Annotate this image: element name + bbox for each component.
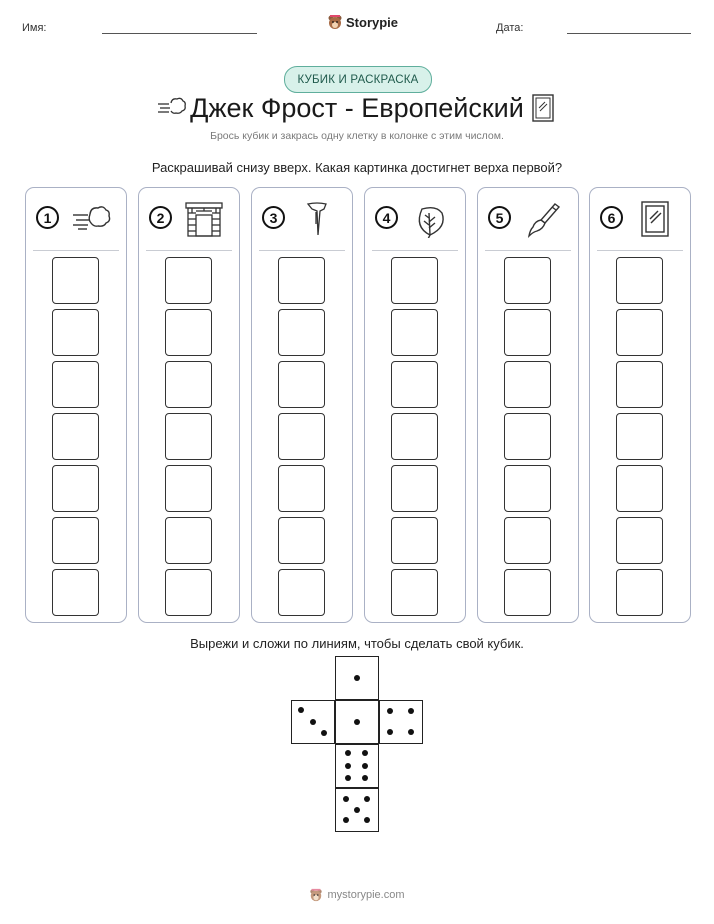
fireplace-icon — [183, 200, 225, 238]
die-face-3 — [291, 700, 335, 744]
column-header — [139, 188, 239, 250]
pip — [310, 719, 316, 725]
die-number: 6 — [600, 206, 623, 229]
color-cell[interactable] — [504, 361, 551, 408]
pip — [362, 763, 368, 769]
color-cell[interactable] — [391, 257, 438, 304]
die-number: 4 — [375, 206, 398, 229]
die-face-1 — [335, 656, 379, 700]
die-face-1 — [335, 700, 379, 744]
pip — [364, 817, 370, 823]
color-cell[interactable] — [278, 517, 325, 564]
footer-url: mystorypie.com — [327, 889, 405, 901]
column-header — [252, 188, 352, 250]
bear-icon — [327, 14, 343, 30]
mirror-icon — [532, 94, 554, 122]
color-cell[interactable] — [278, 257, 325, 304]
color-cell[interactable] — [52, 309, 99, 356]
pip — [387, 708, 393, 714]
color-cell[interactable] — [165, 413, 212, 460]
column-divider — [485, 250, 571, 251]
column-divider — [146, 250, 232, 251]
color-cell[interactable] — [616, 465, 663, 512]
color-cell[interactable] — [616, 361, 663, 408]
die-number: 5 — [488, 206, 511, 229]
column-6 — [589, 187, 691, 623]
date-label: Дата: — [496, 22, 524, 34]
page-title: Джек Фрост - Европейский — [190, 93, 524, 123]
column-5 — [477, 187, 579, 623]
color-cell[interactable] — [391, 465, 438, 512]
page-subtitle: Брось кубик и закрась одну клетку в колонке с этим числом. — [210, 130, 504, 142]
color-cell[interactable] — [504, 413, 551, 460]
die-number: 1 — [36, 206, 59, 229]
pip — [298, 707, 304, 713]
color-cell[interactable] — [504, 569, 551, 616]
pip — [408, 708, 414, 714]
column-3 — [251, 187, 353, 623]
pip — [354, 719, 360, 725]
name-label: Имя: — [22, 22, 47, 34]
color-cell[interactable] — [165, 569, 212, 616]
color-cell[interactable] — [391, 569, 438, 616]
column-divider — [372, 250, 458, 251]
color-cell[interactable] — [504, 517, 551, 564]
bear-icon — [309, 888, 323, 902]
column-header — [26, 188, 126, 250]
pip — [362, 750, 368, 756]
die-number: 3 — [262, 206, 285, 229]
pip — [362, 775, 368, 781]
color-cell[interactable] — [616, 569, 663, 616]
pip — [345, 750, 351, 756]
cut-instruction: Вырежи и сложи по линиям, чтобы сделать свой кубик. — [190, 636, 524, 651]
pip — [354, 807, 360, 813]
color-cell[interactable] — [278, 361, 325, 408]
icicle-icon — [296, 200, 338, 238]
color-cell[interactable] — [165, 517, 212, 564]
name-line[interactable] — [102, 33, 257, 34]
leaf-icon — [409, 200, 451, 238]
storypie-logo — [327, 14, 398, 30]
pip — [345, 763, 351, 769]
die-number: 2 — [149, 206, 172, 229]
pip — [354, 675, 360, 681]
color-cell[interactable] — [391, 413, 438, 460]
color-cell[interactable] — [52, 413, 99, 460]
column-4 — [364, 187, 466, 623]
color-cell[interactable] — [165, 361, 212, 408]
coloring-instruction: Раскрашивай снизу вверх. Какая картинка достигнет верха первой? — [151, 160, 563, 175]
color-cell[interactable] — [52, 569, 99, 616]
die-face-6 — [335, 744, 379, 788]
color-cell[interactable] — [391, 517, 438, 564]
color-cell[interactable] — [278, 413, 325, 460]
pip — [408, 729, 414, 735]
logo-text: Storypie — [346, 14, 399, 30]
pip — [387, 729, 393, 735]
pip — [343, 817, 349, 823]
column-divider — [33, 250, 119, 251]
pip — [343, 796, 349, 802]
die-face-4 — [379, 700, 423, 744]
color-cell[interactable] — [165, 465, 212, 512]
mirror-icon — [634, 200, 676, 238]
pip — [345, 775, 351, 781]
color-cell[interactable] — [278, 569, 325, 616]
color-cell[interactable] — [616, 257, 663, 304]
color-cell[interactable] — [278, 309, 325, 356]
color-cell[interactable] — [391, 309, 438, 356]
color-cell[interactable] — [52, 257, 99, 304]
color-cell[interactable] — [165, 257, 212, 304]
pip — [364, 796, 370, 802]
column-divider — [597, 250, 683, 251]
die-face-5 — [335, 788, 379, 832]
color-cell[interactable] — [616, 309, 663, 356]
date-line[interactable] — [567, 33, 691, 34]
color-cell[interactable] — [278, 465, 325, 512]
color-cell[interactable] — [504, 309, 551, 356]
column-1 — [25, 187, 127, 623]
column-2 — [138, 187, 240, 623]
color-cell[interactable] — [165, 309, 212, 356]
column-divider — [259, 250, 345, 251]
column-header — [478, 188, 578, 250]
column-header — [590, 188, 690, 250]
paintbrush-icon — [522, 200, 564, 238]
color-cell[interactable] — [616, 413, 663, 460]
color-cell[interactable] — [52, 517, 99, 564]
footer — [0, 888, 714, 902]
color-cell[interactable] — [52, 361, 99, 408]
column-header — [365, 188, 465, 250]
pip — [321, 730, 327, 736]
color-cell[interactable] — [52, 465, 99, 512]
color-cell[interactable] — [504, 465, 551, 512]
color-cell[interactable] — [504, 257, 551, 304]
color-cell[interactable] — [391, 361, 438, 408]
category-badge: КУБИК И РАСКРАСКА — [284, 66, 432, 93]
color-cell[interactable] — [616, 517, 663, 564]
wind-icon — [70, 200, 112, 238]
